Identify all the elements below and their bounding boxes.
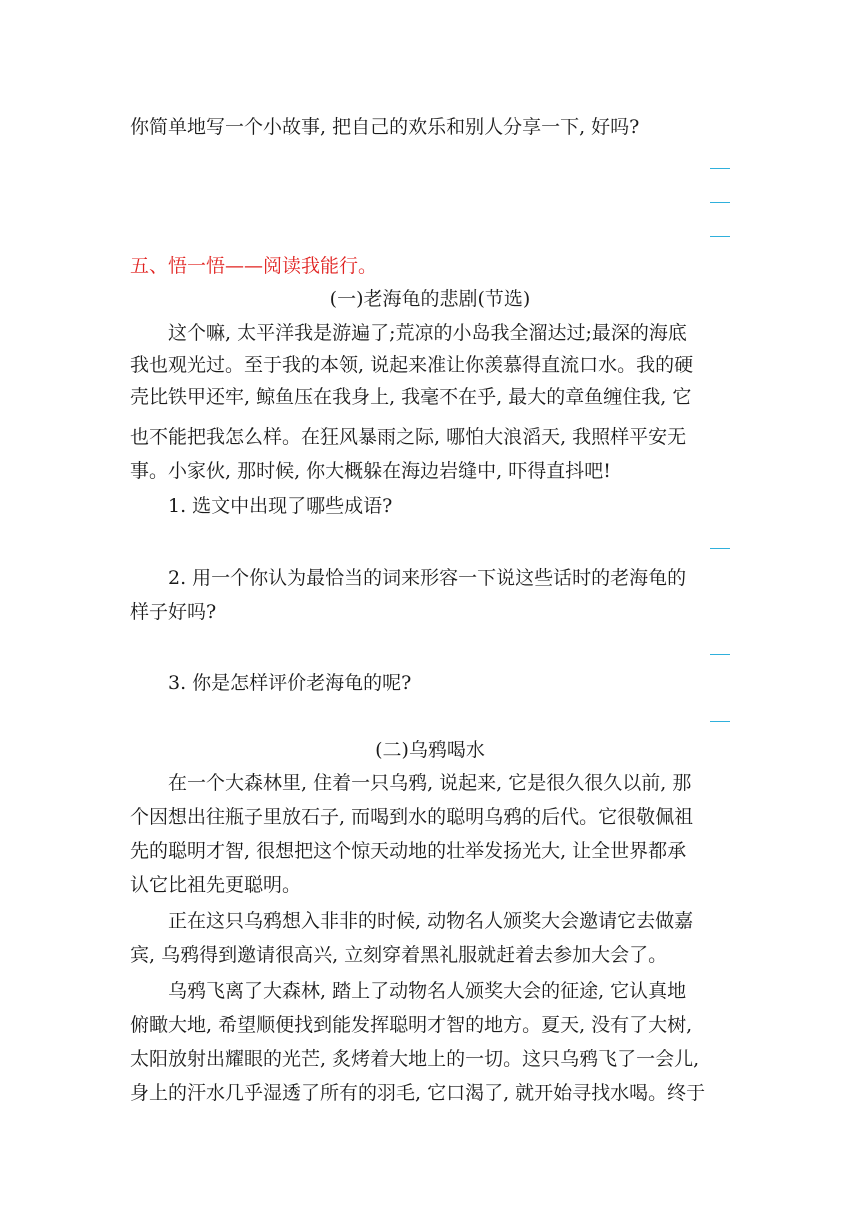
answer-line[interactable] xyxy=(710,654,730,655)
passage2-line: 在一个大森林里, 住着一只乌鸦, 说起来, 它是很久很久以前, 那 xyxy=(168,772,692,794)
question-1: 1. 选文中出现了哪些成语? xyxy=(168,495,393,517)
answer-line[interactable] xyxy=(710,236,730,237)
passage2-line: 先的聪明才智, 很想把这个惊天动地的壮举发扬光大, 让全世界都承 xyxy=(130,840,687,862)
question-2-cont: 样子好吗? xyxy=(130,601,217,623)
answer-line[interactable] xyxy=(710,548,730,549)
passage1-line: 壳比铁甲还牢, 鲸鱼压在我身上, 我毫不在乎, 最大的章鱼缠住我, 它 xyxy=(130,386,692,408)
passage2-title: (二)乌鸦喝水 xyxy=(375,739,485,761)
passage1-line: 也不能把我怎么样。在狂风暴雨之际, 哪怕大浪滔天, 我照样平安无 xyxy=(130,426,687,448)
passage1-line: 事。小家伙, 那时候, 你大概躲在海边岩缝中, 吓得直抖吧! xyxy=(130,460,611,482)
passage2-line: 认它比祖先更聪明。 xyxy=(130,874,302,896)
passage1-line: 我也观光过。至于我的本领, 说起来准让你羡慕得直流口水。我的硬 xyxy=(130,354,694,376)
intro-text: 你简单地写一个小故事, 把自己的欢乐和别人分享一下, 好吗? xyxy=(130,116,640,138)
question-2: 2. 用一个你认为最恰当的词来形容一下说这些话时的老海龟的 xyxy=(168,567,687,589)
answer-line[interactable] xyxy=(710,202,730,203)
passage1-line: 这个嘛, 太平洋我是游遍了;荒凉的小岛我全溜达过;最深的海底 xyxy=(168,322,687,344)
passage2-line: 正在这只乌鸦想入非非的时候, 动物名人颁奖大会邀请它去做嘉 xyxy=(168,910,694,932)
passage2-line: 俯瞰大地, 希望顺便找到能发挥聪明才智的地方。夏天, 没有了大树, xyxy=(130,1014,693,1036)
answer-line[interactable] xyxy=(710,721,730,722)
answer-line[interactable] xyxy=(710,168,730,169)
passage2-line: 宾, 乌鸦得到邀请很高兴, 立刻穿着黑礼服就赶着去参加大会了。 xyxy=(130,944,668,966)
passage2-line: 个因想出往瓶子里放石子, 而喝到水的聪明乌鸦的后代。它很敬佩祖 xyxy=(130,806,694,828)
passage2-line: 太阳放射出耀眼的光芒, 炙烤着大地上的一切。这只乌鸦飞了一会儿, xyxy=(130,1048,700,1070)
passage2-line: 乌鸦飞离了大森林, 踏上了动物名人颁奖大会的征途, 它认真地 xyxy=(168,980,687,1002)
passage2-line: 身上的汗水几乎湿透了所有的羽毛, 它口渴了, 就开始寻找水喝。终于 xyxy=(130,1082,706,1104)
passage1-title: (一)老海龟的悲剧(节选) xyxy=(329,288,531,310)
section-heading: 五、悟一悟——阅读我能行。 xyxy=(130,255,378,277)
question-3: 3. 你是怎样评价老海龟的呢? xyxy=(168,672,412,694)
